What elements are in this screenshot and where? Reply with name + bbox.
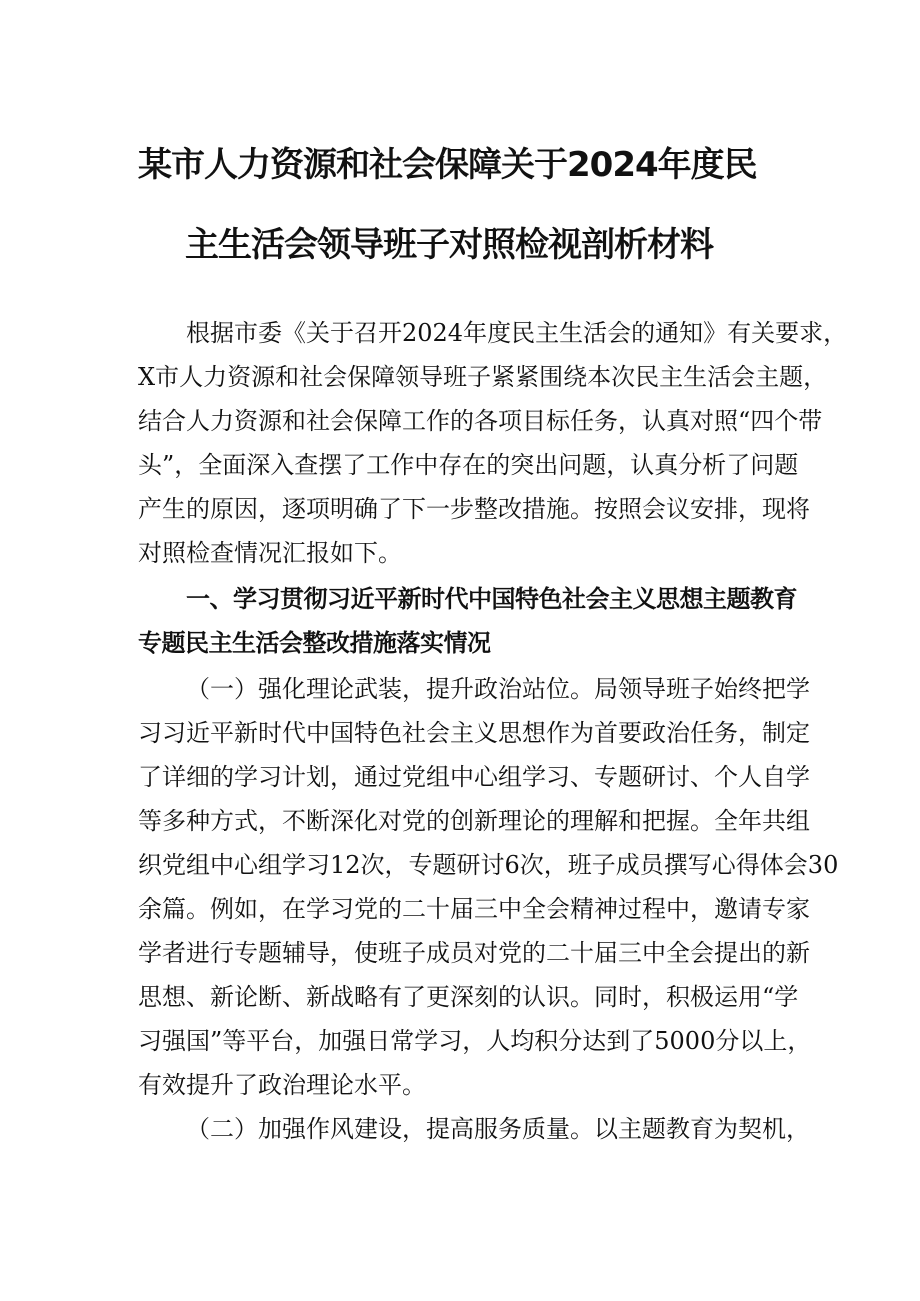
paragraph-2-line-8: 思想、新论断、新战略有了更深刻的认识。同时，积极运用“学 (138, 983, 799, 1011)
document-title-line-2: 主生活会领导班子对照检视剖析材料 (185, 225, 713, 265)
paragraph-1-line-3: 结合人力资源和社会保障工作的各项目标任务，认真对照“四个带 (138, 407, 823, 435)
paragraph-3-line-1: （二）加强作风建设，提高服务质量。以主题教育为契机， (186, 1115, 810, 1143)
section-heading-1-line-1: 一、学习贯彻习近平新时代中国特色社会主义思想主题教育 (186, 585, 797, 613)
paragraph-1-line-1: 根据市委《关于召开2024年度民主生活会的通知》有关要求， (186, 319, 848, 347)
paragraph-1-line-5: 产生的原因，逐项明确了下一步整改措施。按照会议安排，现将 (138, 495, 810, 523)
paragraph-2-line-6: 余篇。例如，在学习党的二十届三中全会精神过程中，邀请专家 (138, 895, 810, 923)
paragraph-1-line-4: 头”，全面深入查摆了工作中存在的突出问题，认真分析了问题 (138, 451, 799, 479)
paragraph-2-line-3: 了详细的学习计划，通过党组中心组学习、专题研讨、个人自学 (138, 763, 810, 791)
paragraph-2-line-10: 有效提升了政治理论水平。 (138, 1071, 426, 1099)
paragraph-2-line-5: 织党组中心组学习12次，专题研讨6次，班子成员撰写心得体会30 (138, 851, 839, 879)
paragraph-2-line-7: 学者进行专题辅导，使班子成员对党的二十届三中全会提出的新 (138, 939, 810, 967)
section-heading-1-line-2: 专题民主生活会整改措施落实情况 (138, 629, 491, 657)
paragraph-2-line-9: 习强国”等平台，加强日常学习，人均积分达到了5000分以上， (138, 1027, 812, 1055)
paragraph-1-line-6: 对照检查情况汇报如下。 (138, 539, 402, 567)
paragraph-1-line-2: X市人力资源和社会保障领导班子紧紧围绕本次民主生活会主题， (138, 363, 828, 391)
document-title-line-1: 某市人力资源和社会保障关于2024年度民 (138, 145, 757, 185)
paragraph-2-line-4: 等多种方式，不断深化对党的创新理论的理解和把握。全年共组 (138, 807, 810, 835)
paragraph-2-line-2: 习习近平新时代中国特色社会主义思想作为首要政治任务，制定 (138, 719, 810, 747)
paragraph-2-line-1: （一）强化理论武装，提升政治站位。局领导班子始终把学 (186, 675, 810, 703)
